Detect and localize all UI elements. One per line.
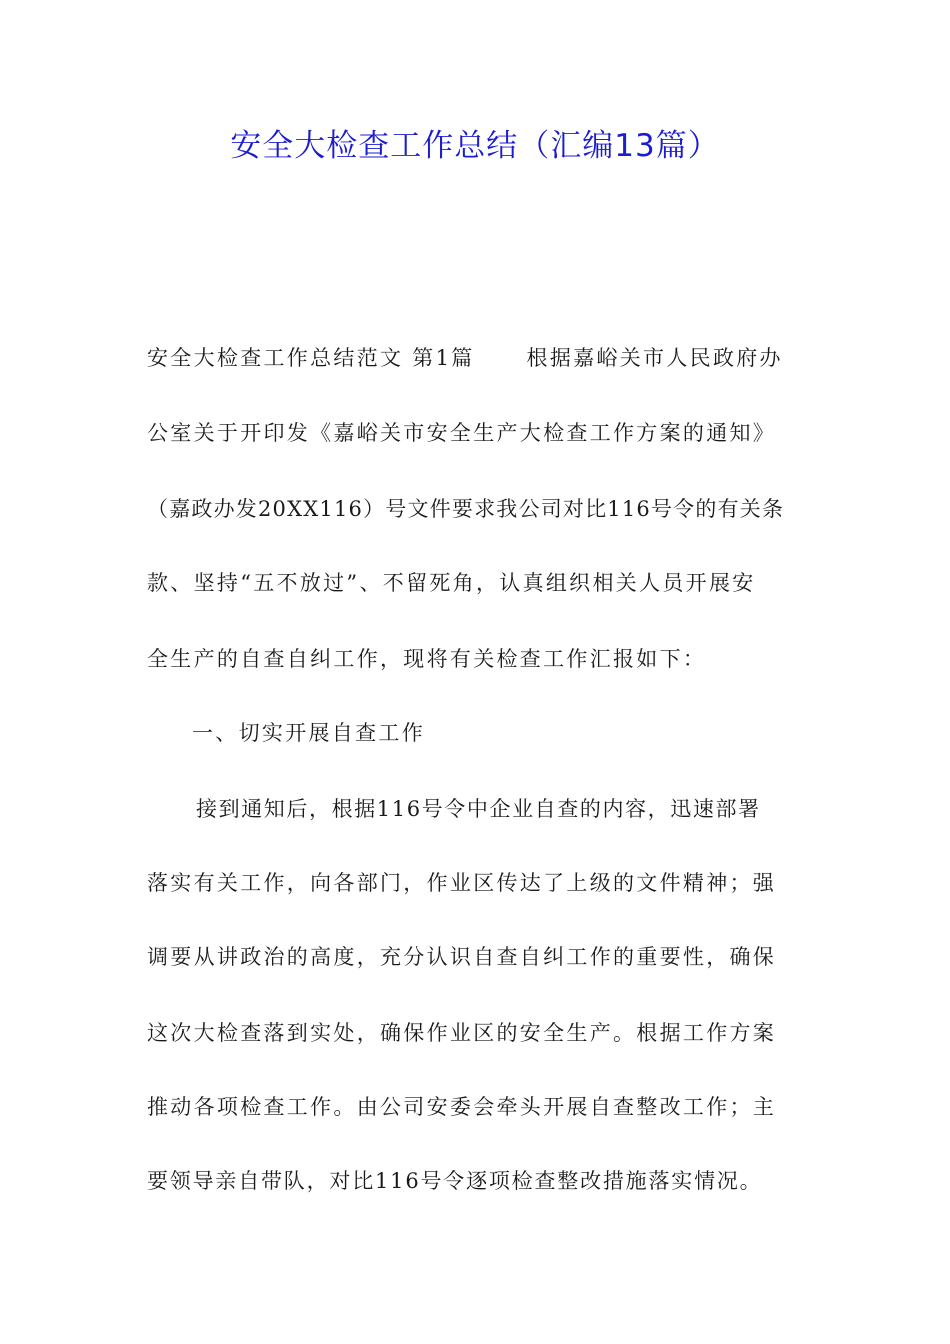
paragraph-line: 款、坚持“五不放过”、不留死角，认真组织相关人员开展安: [147, 571, 756, 595]
subsection-heading: 一、切实开展自查工作: [192, 721, 425, 745]
paragraph-line: 这次大检查落到实处，确保作业区的安全生产。根据工作方案: [147, 1021, 777, 1045]
paragraph-line: （嘉政办发20XX116）号文件要求我公司对比116号令的有关条: [147, 497, 785, 521]
paragraph-line: 落实有关工作，向各部门，作业区传达了上级的文件精神；强: [147, 871, 777, 895]
paragraph-line: 全生产的自查自纠工作，现将有关检查工作汇报如下：: [147, 647, 707, 671]
paragraph-line: 接到通知后，根据116号令中企业自查的内容，迅速部署: [196, 797, 761, 821]
paragraph-line: 公室关于开印发《嘉峪关市安全生产大检查工作方案的通知》: [147, 421, 777, 445]
document-title: 安全大检查工作总结（汇编13篇）: [230, 128, 720, 164]
paragraph-line: 要领导亲自带队，对比116号令逐项检查整改措施落实情况。: [147, 1169, 763, 1193]
section-heading: 安全大检查工作总结范文 第1篇: [147, 346, 475, 370]
paragraph-line: [147, 343, 827, 373]
text-run: 根据嘉峪关市人民政府办: [526, 346, 783, 370]
paragraph-line: 调要从讲政治的高度，充分认识自查自纠工作的重要性，确保: [147, 945, 777, 969]
paragraph-line: 推动各项检查工作。由公司安委会牵头开展自查整改工作；主: [147, 1095, 777, 1119]
